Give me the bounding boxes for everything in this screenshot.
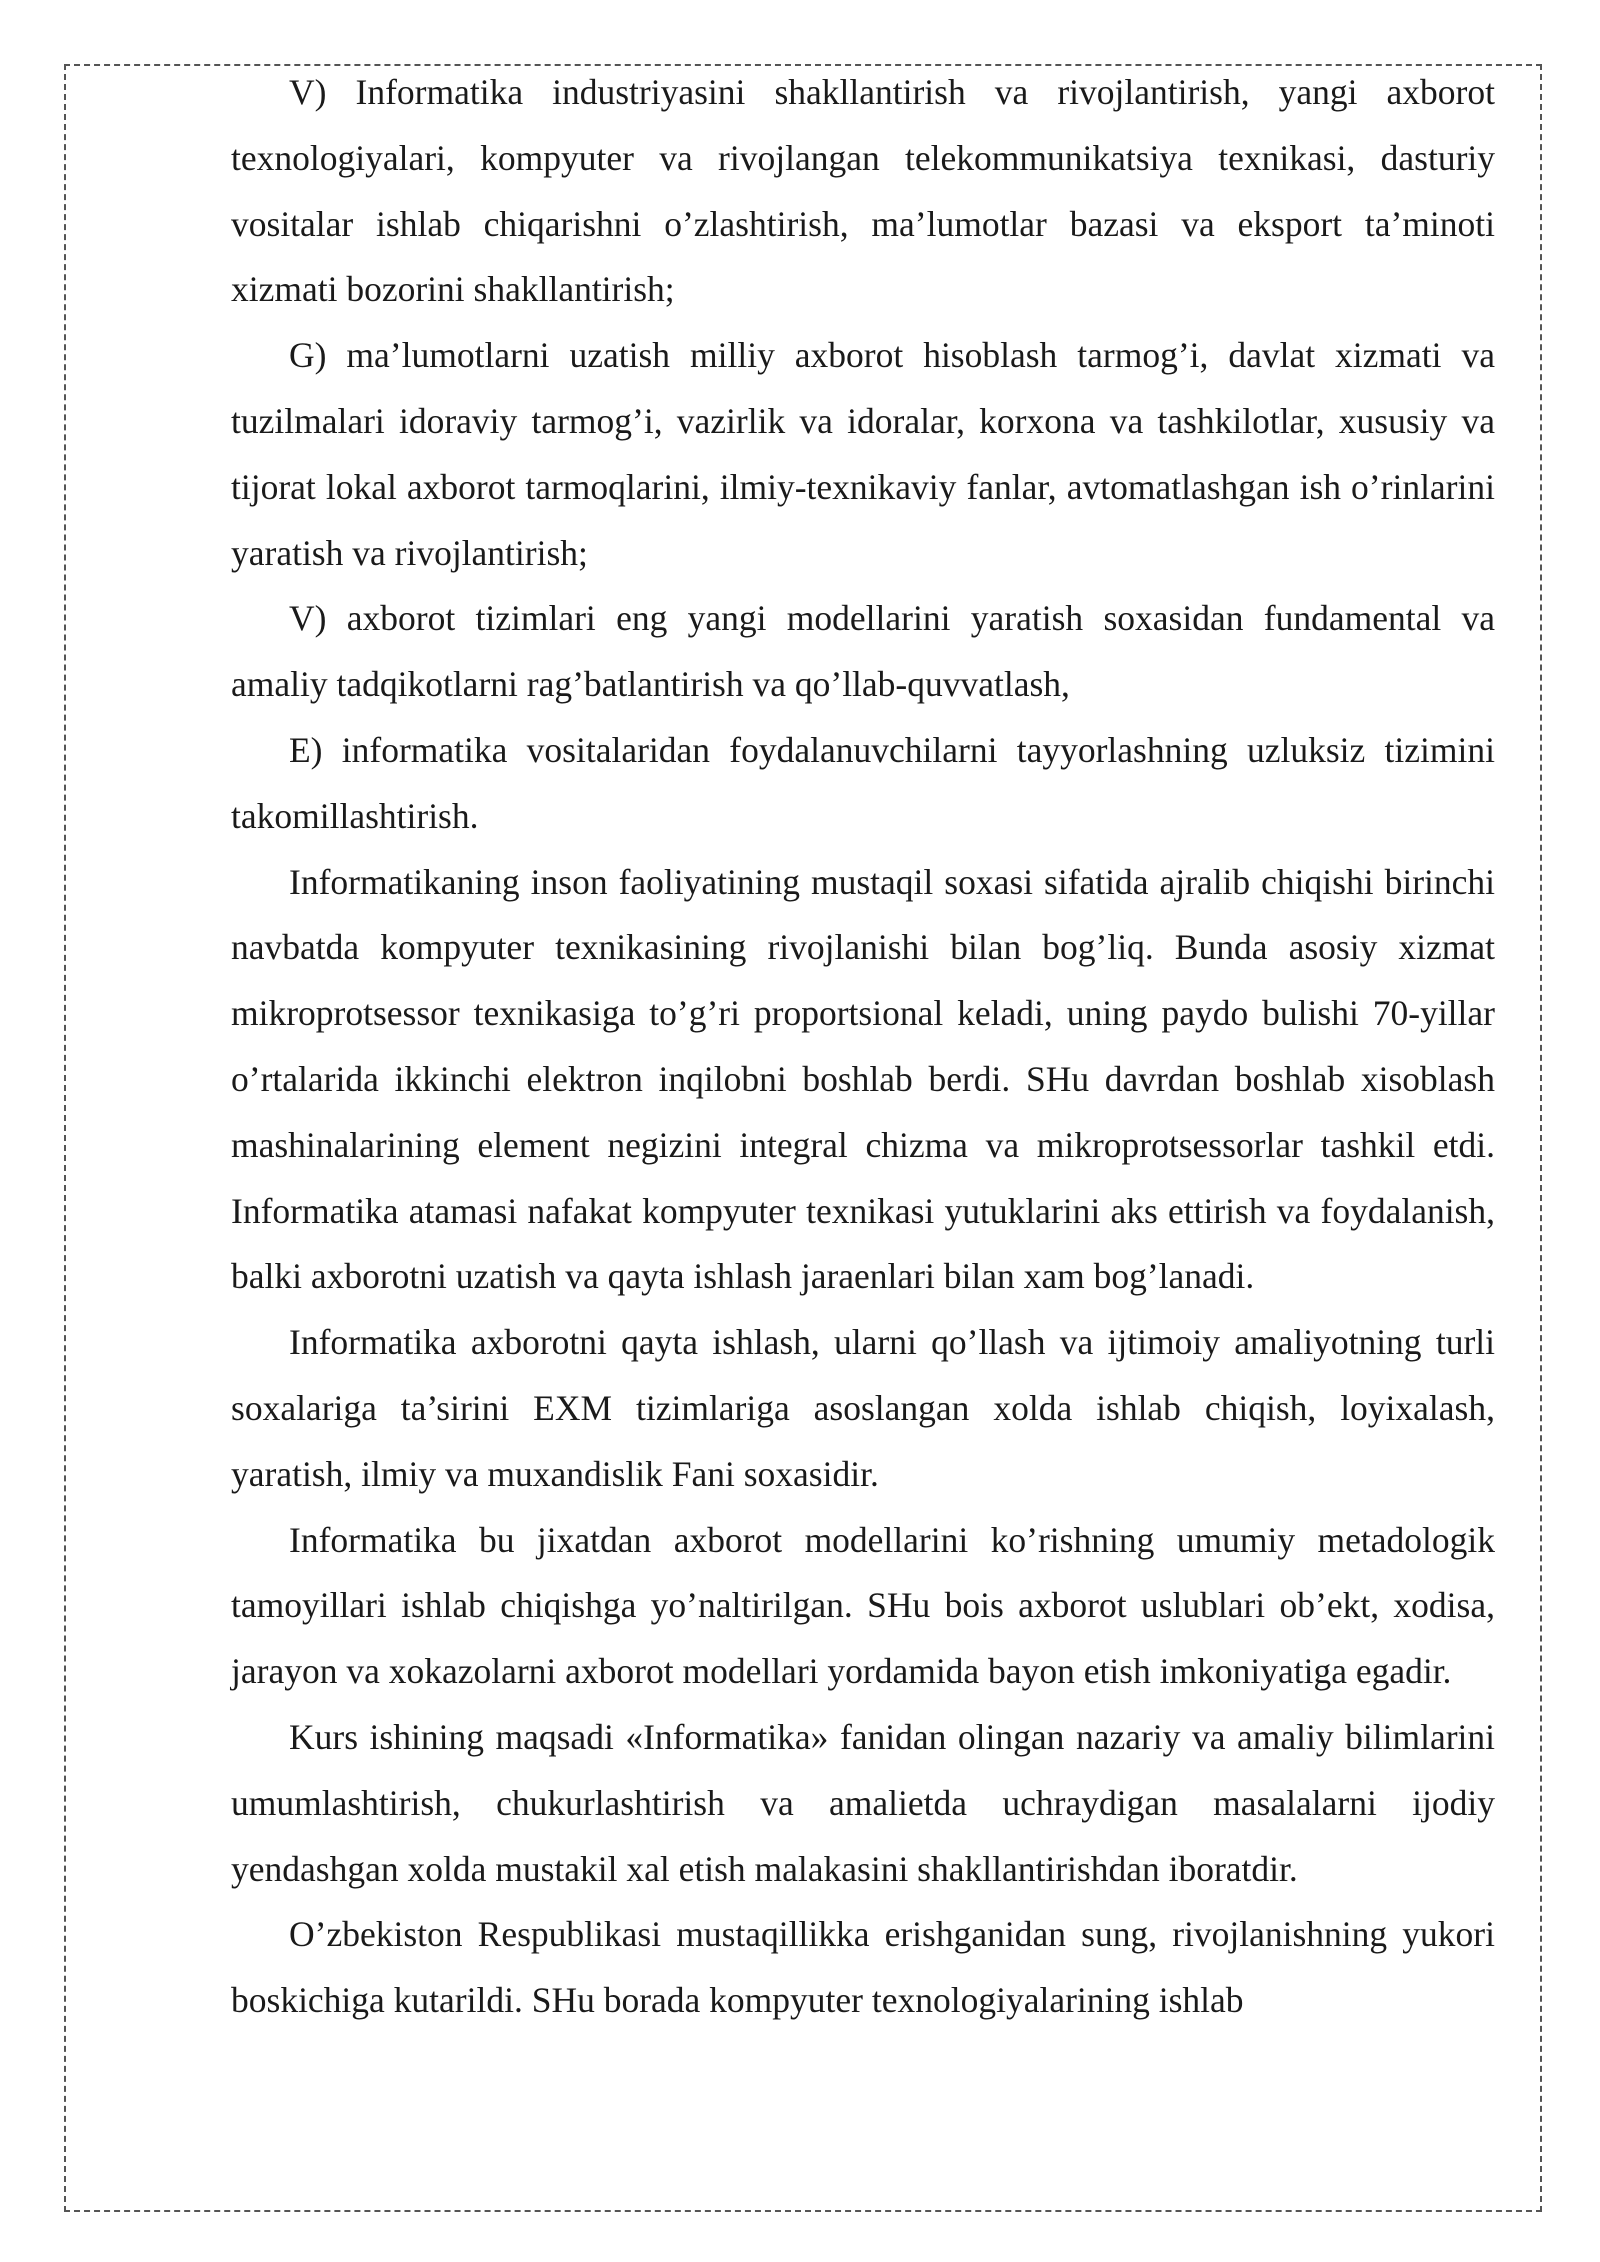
paragraph-point-v-second: V) axborot tizimlari eng yangi modellarini yaratish soxasidan fundamental va amaliy tadqikotlarni rag’batlantirish va qo’llab-quvvatlash, <box>231 598 1495 705</box>
paragraph-point-g: G) ma’lumotlarni uzatish milliy axborot hisoblash tarmog’i, davlat xizmati va tuzilmalari idoraviy tarmog’i, vazirlik va idoralar, korxona va tashkilotlar, xususiy va tijorat lokal axborot tarmoqlarini, ilmiy-texnikaviy fanlar, avtomatlashgan ish o’rinlarini yaratish va rivojlantirish; <box>231 335 1495 573</box>
paragraph-informatics-definition: Informatika axborotni qayta ishlash, ularni qo’llash va ijtimoiy amaliyotning turli soxalariga ta’sirini EXM tizimlariga asoslangan xolda ishlab chiqish, loyixalash, yaratish, ilmiy va muxandislik Fani soxasidir. <box>231 1322 1495 1494</box>
paragraph-information-models: Informatika bu jixatdan axborot modellarini ko’rishning umumiy metadologik tamoyillari ishlab chiqishga yo’naltirilgan. SHu bois axborot uslublari ob’ekt, xodisa, jarayon va xokazolarni axborot modellari yordamida bayon etish imkoniyatiga egadir. <box>231 1519 1495 1692</box>
paragraph-informatics-origin: Informatikaning inson faoliyatining mustaqil soxasi sifatida ajralib chiqishi birinchi navbatda kompyuter texnikasining rivojlanishi bilan bog’liq. Bunda asosiy xizmat mikroprotsessor texnikasiga to’g’ri proportsional keladi, uning paydo bulishi 70-yillar o’rtalarida ikkinchi elektron inqilobni boshlab berdi. SHu davrdan boshlab xisoblash mashinalarining element negizini integral chizma va mikroprotsessorlar tashkil etdi. Informatika atamasi nafakat kompyuter texnikasi yutuklarini aks ettirish va foydalanish, balki axborotni uzatish va qayta ishlash jaraenlari bilan xam bog’lanadi. <box>231 861 1495 1297</box>
paragraph-point-v: V) Informatika industriyasini shakllantirish va rivojlantirish, yangi axborot texnologiyalari, kompyuter va rivojlangan telekommunikatsiya texnikasi, dasturiy vositalar ishlab chiqarishni o’zlashtirish, ma’lumotlar bazasi va eksport ta’minoti xizmati bozorini shakllantirish; <box>231 72 1495 310</box>
paragraph-point-e: E) informatika vositalaridan foydalanuvchilarni tayyorlashning uzluksiz tizimini takomillashtirish. <box>231 729 1495 836</box>
paragraph-uzbekistan: O’zbekiston Respublikasi mustaqillikka erishganidan sung, rivojlanishning yukori boskichiga kutarildi. SHu borada kompyuter texnologiyalarining ishlab <box>231 1914 1495 2021</box>
paragraph-course-goal: Kurs ishining maqsadi «Informatika» fanidan olingan nazariy va amaliy bilimlarini umumlashtirish, chukurlashtirish va amalietda uchraydigan masalalarni ijodiy yendashgan xolda mustakil xal etish malakasini shakllantirishdan iboratdir. <box>231 1716 1495 1889</box>
document-body <box>231 60 1495 2034</box>
